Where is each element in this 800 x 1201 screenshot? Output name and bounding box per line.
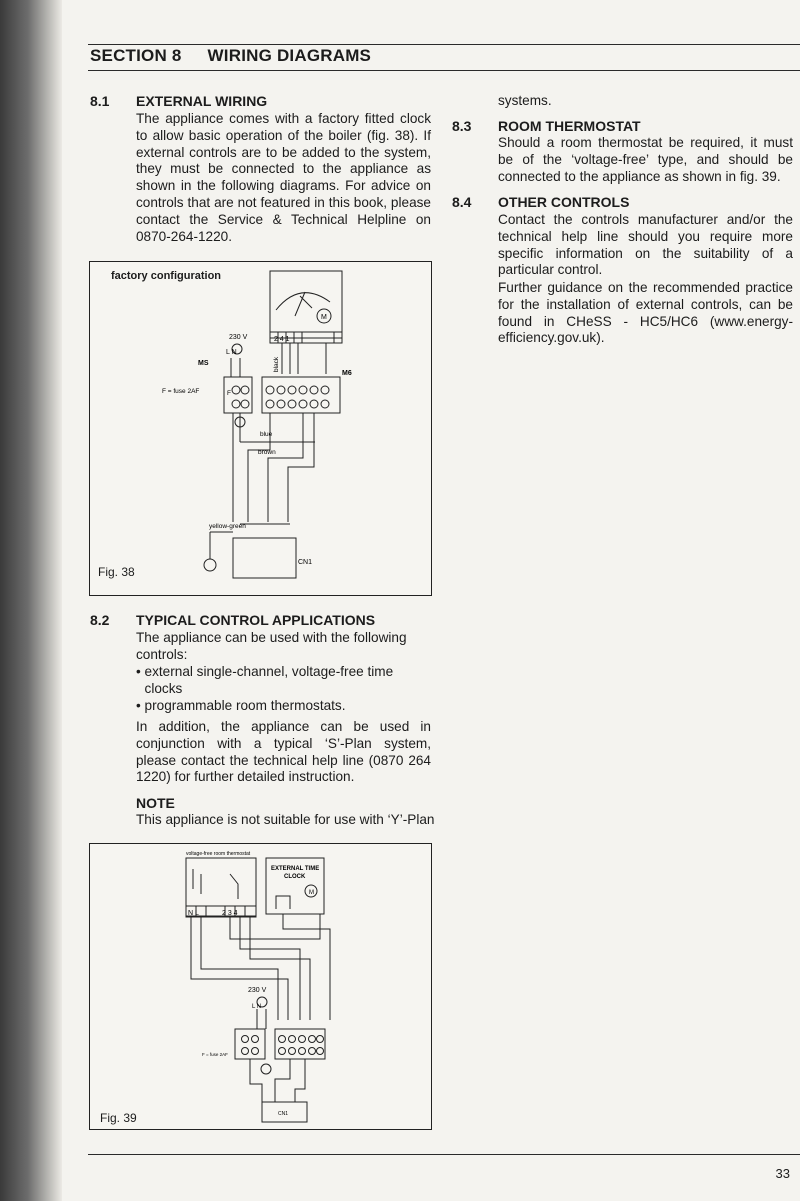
fig39-terminal-screws: [242, 1036, 324, 1055]
fig39-timeclock-1: EXTERNAL TIME: [271, 866, 320, 872]
fig38-clock-dial: [276, 293, 330, 310]
heading-external-wiring: EXTERNAL WIRING: [136, 93, 268, 109]
section-number: SECTION 8: [90, 46, 182, 65]
fig38-f-mark: F: [227, 390, 231, 397]
fig39-voltage: 230 V: [248, 987, 267, 994]
bullet-item: [136, 698, 431, 715]
heading-typical-control: TYPICAL CONTROL APPLICATIONS: [136, 612, 376, 628]
heading-number-8-1: 8.1: [90, 93, 110, 109]
heading-number-8-3: 8.3: [452, 118, 472, 134]
heading-other-controls: OTHER CONTROLS: [498, 194, 630, 210]
fig39-cn1: CN1: [278, 1111, 289, 1117]
fig39-terms-nl: N L: [188, 910, 199, 917]
note-heading: NOTE: [136, 795, 175, 811]
fig39-terms-234: 2 3 4: [222, 910, 238, 917]
bullet-text: programmable room thermostats.: [144, 698, 346, 713]
book-spine-shadow: [0, 0, 62, 1201]
fig39-motor-label: M: [309, 890, 314, 896]
fig38-voltage: 230 V: [229, 334, 248, 341]
systems-continuation: systems.: [498, 93, 552, 108]
fig38-ln: L N: [226, 349, 237, 356]
page-number: 33: [775, 1166, 790, 1181]
fig38-wiring-diagram: [90, 262, 431, 595]
fig39-ln: L N: [252, 1004, 262, 1010]
fig38-fuse: F = fuse 2AF: [162, 388, 200, 395]
fig39-fuse-block: [235, 1029, 265, 1059]
fig38-wire-yg: yellow-green: [209, 523, 246, 530]
bullet-dot: •: [136, 664, 141, 679]
header-rule-top: [88, 44, 800, 45]
fig38-wire-black: black: [273, 356, 280, 372]
room-thermostat-text: Should a room thermostat be required, it must be of the ‘voltage-free’ type, and should be connected to the appliance as shown in fig. 39.: [498, 135, 793, 184]
typical-control-intro: The appliance can be used with the following controls:: [136, 630, 407, 662]
bullet-text: external single-channel, voltage-free time clocks: [144, 664, 394, 696]
fig38-label: Fig. 38: [98, 565, 135, 579]
fig38-terminal-screws: [232, 386, 329, 408]
section-header: [90, 46, 371, 66]
fig38-wire-blue: blue: [260, 431, 273, 438]
note-text: This appliance is not suitable for use with ‘Y’-Plan: [136, 812, 435, 827]
bullet-dot: •: [136, 698, 141, 713]
fig38-wire-brown: brown: [258, 449, 276, 456]
header-rule-bottom: [88, 70, 800, 71]
bullet-item: [136, 664, 431, 698]
fig39-timeclock-2: CLOCK: [284, 874, 306, 880]
fig38-terminals: 2 4 1: [274, 336, 290, 343]
fig38-cn1: CN1: [298, 559, 313, 566]
fig38-motor-label: M: [321, 314, 327, 321]
figure-38: [89, 261, 432, 596]
fig38-ground-symbol: [204, 559, 216, 571]
heading-number-8-4: 8.4: [452, 194, 472, 210]
footer-rule: [88, 1154, 800, 1155]
section-title: WIRING DIAGRAMS: [207, 46, 372, 65]
fig38-ms: MS: [198, 360, 209, 367]
heading-number-8-2: 8.2: [90, 612, 110, 628]
fig39-thermostat-label: voltage-free room thermostat: [186, 851, 251, 857]
heading-room-thermostat: ROOM THERMOSTAT: [498, 118, 641, 134]
fig38-cn1-connector: [233, 538, 296, 578]
fig38-title: factory configuration: [111, 270, 222, 282]
fig39-fuse: F = fuse 2AF: [202, 1052, 228, 1057]
fig39-label: Fig. 39: [100, 1111, 137, 1125]
external-wiring-text: The appliance comes with a factory fitted clock to allow basic operation of the boiler (fig. 38). If external controls are to be added to the system, they must be connected to the appliance as shown in the following diagrams. For advice on controls that are not featured in this book, please contact the Service & Technical Helpline on 0870-264-1220.: [136, 111, 431, 244]
other-controls-text-2: Further guidance on the recommended practice for the installation of external controls, can be found in CHeSS - HC5/HC6 (www.energy-efficiency.gov.uk).: [498, 280, 793, 346]
figure-39: [89, 843, 432, 1130]
fig39-wiring-diagram: [90, 844, 431, 1129]
splan-text: In addition, the appliance can be used in conjunction with a typical ‘S’-Plan system, please contact the technical help line (0870 264 1220) for further detailed instruction.: [136, 719, 431, 785]
other-controls-text-1: Contact the controls manufacturer and/or the technical help line should you require more specific information on the suitability of a particular control.: [498, 212, 793, 278]
fig38-m6: M6: [342, 370, 352, 377]
